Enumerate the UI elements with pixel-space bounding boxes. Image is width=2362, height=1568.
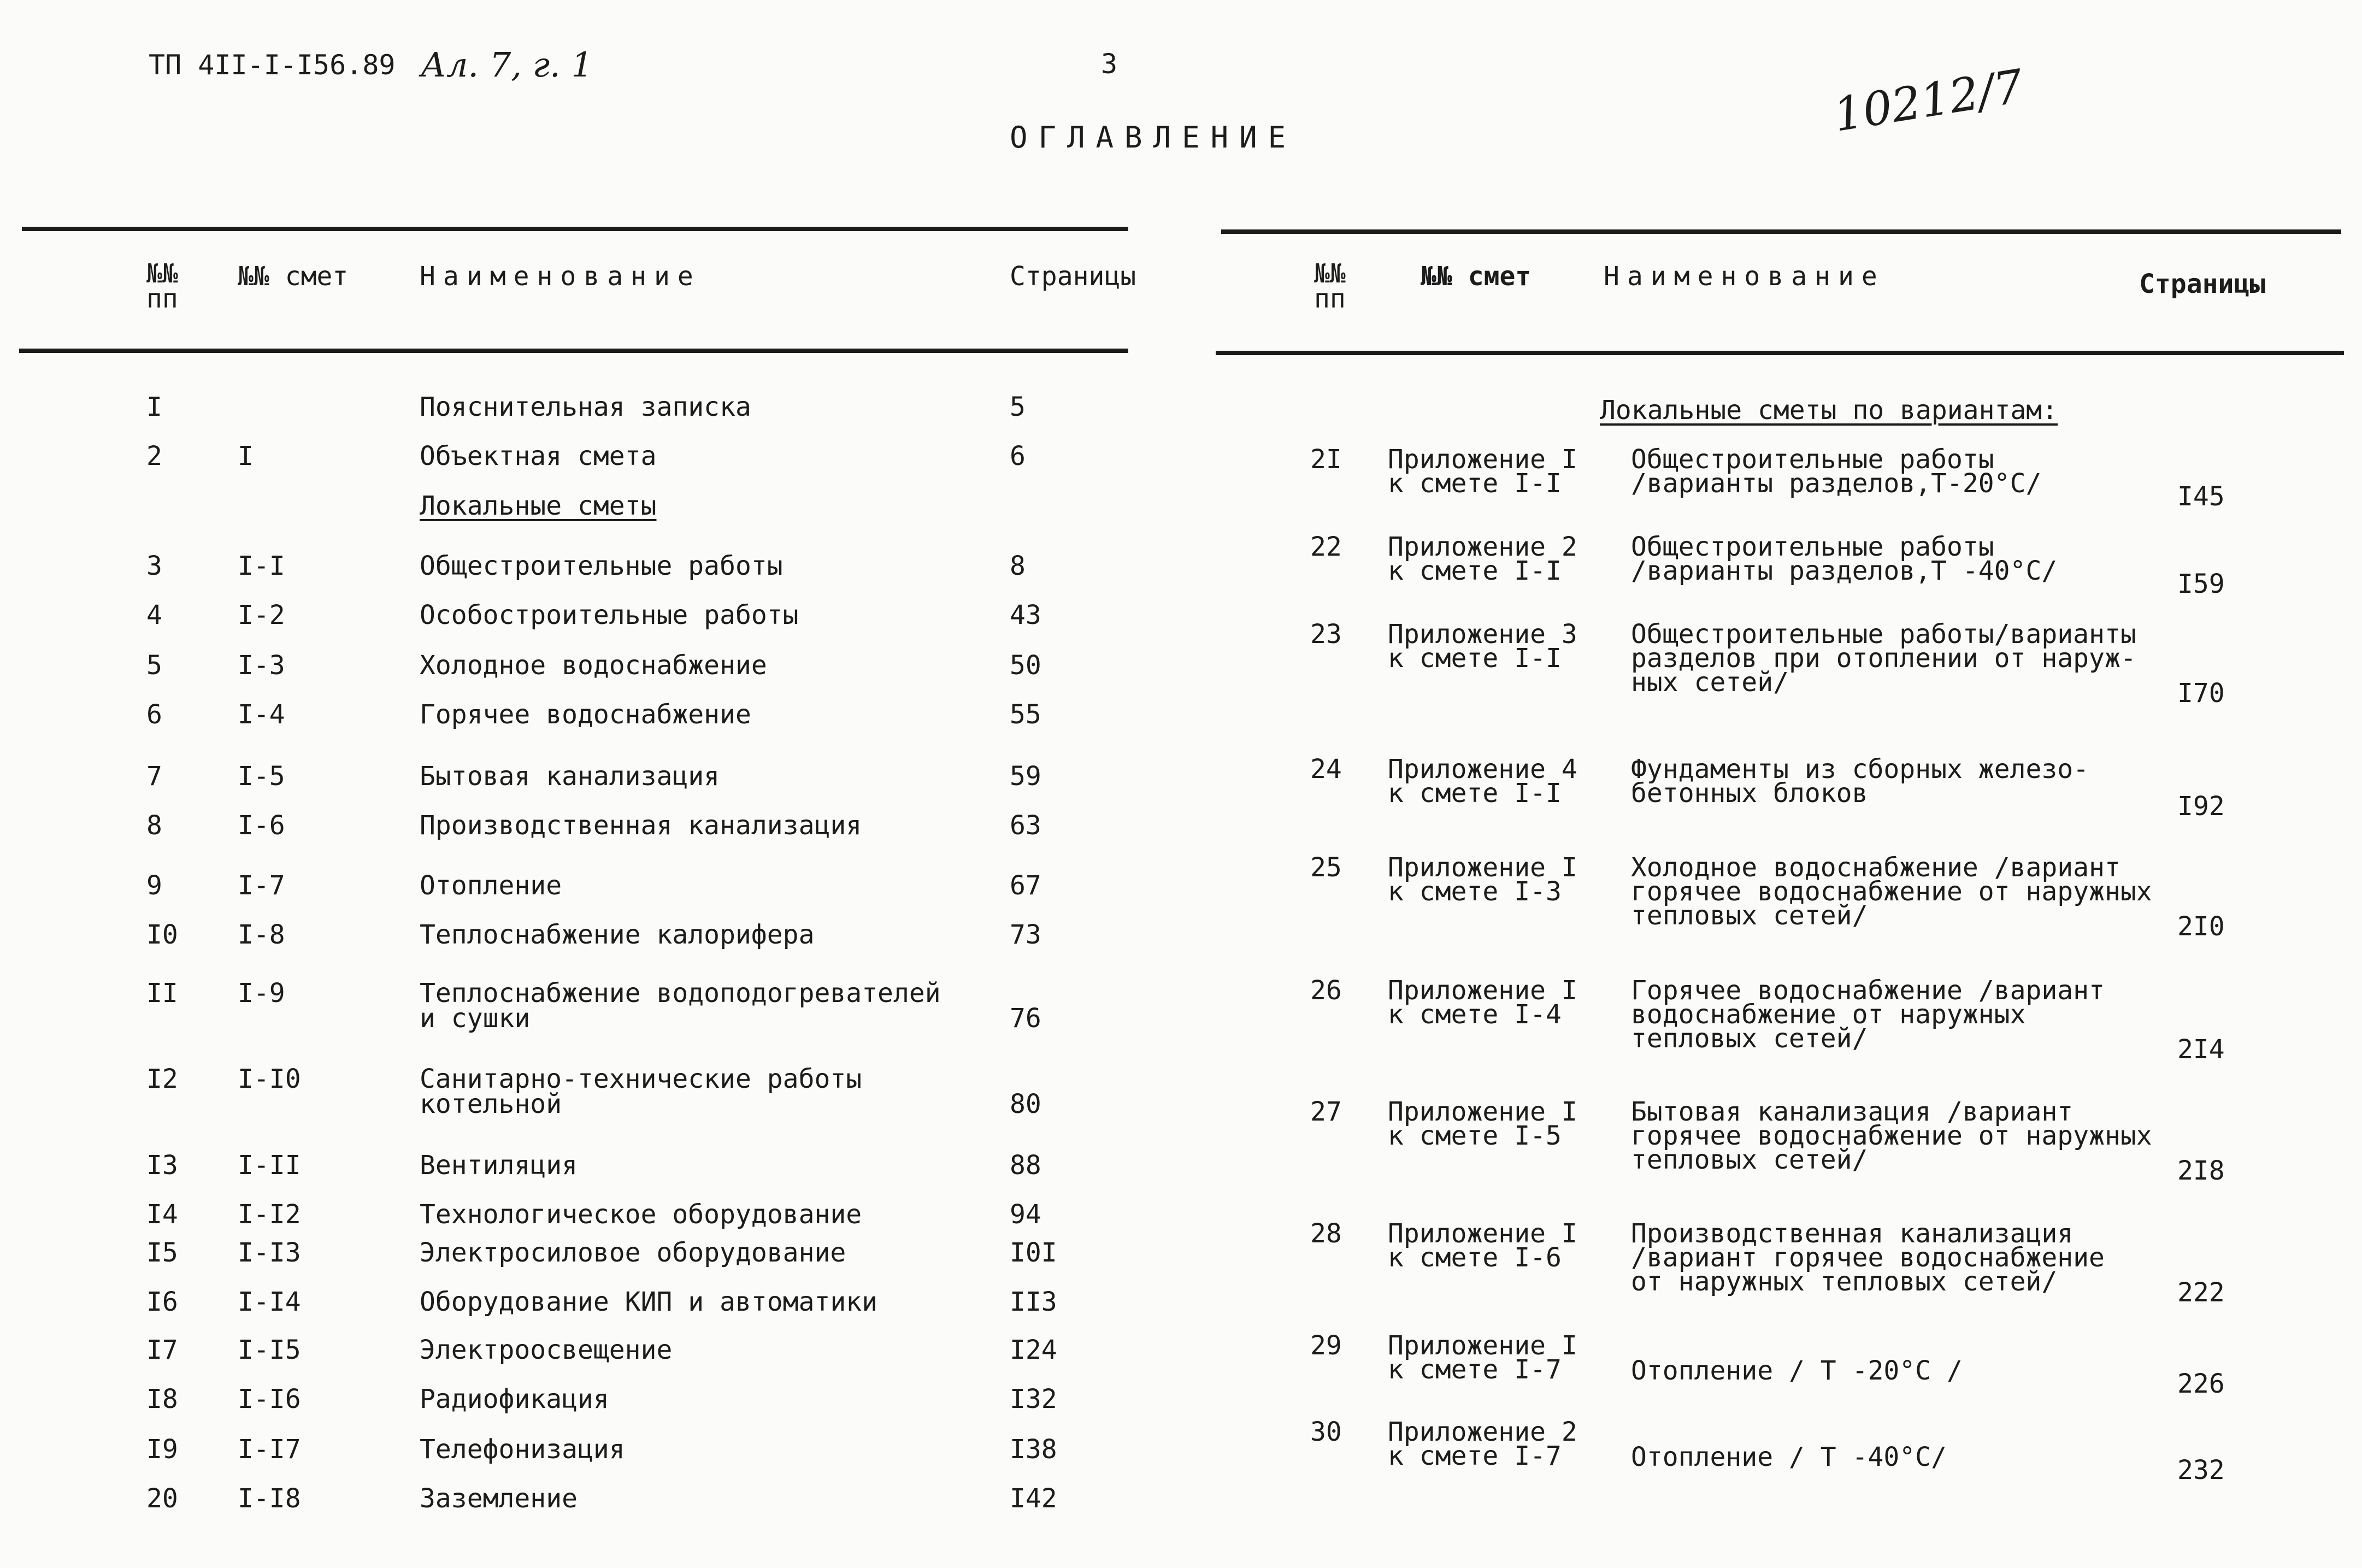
page-ref: 59 bbox=[1010, 761, 1041, 792]
estimate-ref: к смете I-3 bbox=[1388, 876, 1562, 907]
page-ref: 50 bbox=[1010, 650, 1041, 681]
col-num-line1: №№ bbox=[146, 258, 178, 289]
estimate-ref: к смете I-6 bbox=[1388, 1242, 1562, 1273]
row-number: I0 bbox=[146, 919, 178, 950]
item-name: горячее водоснабжение от наружных bbox=[1631, 876, 2152, 907]
page-ref: II3 bbox=[1010, 1287, 1057, 1317]
page-ref: 73 bbox=[1010, 919, 1041, 950]
row-number: 8 bbox=[146, 810, 162, 841]
row-number: 29 bbox=[1310, 1330, 1342, 1361]
estimate-number: I-I2 bbox=[238, 1199, 301, 1230]
row-number: I2 bbox=[146, 1064, 178, 1094]
page-ref: I59 bbox=[2177, 569, 2225, 599]
row-number: I3 bbox=[146, 1150, 178, 1181]
estimate-number: I-I7 bbox=[238, 1434, 301, 1465]
estimate-number: I-I4 bbox=[238, 1287, 301, 1317]
estimate-ref: Приложение 3 bbox=[1388, 619, 1577, 650]
row-number: 24 bbox=[1310, 754, 1342, 785]
row-number: 28 bbox=[1310, 1218, 1342, 1249]
item-name: тепловых сетей/ bbox=[1631, 1023, 1868, 1054]
item-name: Пояснительная записка bbox=[420, 392, 751, 422]
estimate-number: I-I8 bbox=[238, 1483, 301, 1514]
item-name: разделов при отоплении от наруж- bbox=[1631, 643, 2136, 674]
page-ref: I42 bbox=[1010, 1483, 1057, 1514]
item-name: горячее водоснабжение от наружных bbox=[1631, 1121, 2152, 1151]
page-title: ОГЛАВЛЕНИЕ bbox=[1010, 120, 1297, 155]
row-number: 30 bbox=[1310, 1417, 1342, 1447]
estimate-number: I-4 bbox=[238, 699, 285, 730]
page-ref: 43 bbox=[1010, 600, 1041, 630]
page-ref: 76 bbox=[1010, 1003, 1041, 1034]
estimate-number: I-2 bbox=[238, 600, 285, 630]
handwritten-number: 10212/7 bbox=[1830, 59, 2027, 142]
estimate-ref: к смете I-I bbox=[1388, 643, 1562, 674]
estimate-number: I-I bbox=[238, 551, 285, 581]
estimate-ref: Приложение 2 bbox=[1388, 532, 1577, 562]
page-ref: 8 bbox=[1010, 551, 1026, 581]
item-name: котельной bbox=[420, 1089, 562, 1119]
page-ref: 2I4 bbox=[2177, 1034, 2225, 1065]
estimate-ref: к смете I-7 bbox=[1388, 1354, 1562, 1385]
item-name: водоснабжение от наружных bbox=[1631, 999, 2026, 1030]
page-ref: 232 bbox=[2177, 1455, 2225, 1486]
estimate-number: I-7 bbox=[238, 870, 285, 901]
right-col-estimate: №№ смет bbox=[1421, 261, 1532, 292]
row-number: 2I bbox=[1310, 444, 1342, 475]
item-name: /варианты разделов,Т -40°С/ bbox=[1631, 556, 2058, 586]
page-ref: I32 bbox=[1010, 1384, 1057, 1414]
item-name: Бытовая канализация bbox=[420, 761, 720, 792]
row-number: 2 bbox=[146, 441, 162, 471]
item-name: бетонных блоков bbox=[1631, 778, 1868, 809]
row-number: I6 bbox=[146, 1287, 178, 1317]
item-name: Производственная канализация bbox=[1631, 1218, 2074, 1249]
estimate-number: I-3 bbox=[238, 650, 285, 681]
estimate-number: I-I5 bbox=[238, 1335, 301, 1365]
col-num-line2: пп bbox=[1314, 284, 1346, 314]
estimate-ref: к смете I-7 bbox=[1388, 1441, 1562, 1471]
right-top-rule bbox=[1221, 229, 2341, 234]
section-heading: Локальные сметы bbox=[420, 491, 657, 521]
page-ref: 80 bbox=[1010, 1089, 1041, 1119]
left-top-rule bbox=[22, 227, 1128, 231]
right-header-rule bbox=[1216, 351, 2344, 355]
left-col-pages: Страницы bbox=[1010, 261, 1136, 292]
estimate-number: I-5 bbox=[238, 761, 285, 792]
estimate-number: I-I3 bbox=[238, 1237, 301, 1268]
page-ref: 67 bbox=[1010, 870, 1041, 901]
page-ref: I45 bbox=[2177, 481, 2225, 512]
row-number: 3 bbox=[146, 551, 162, 581]
row-number: II bbox=[146, 978, 178, 1009]
item-name: Теплоснабжение водоподогревателей bbox=[420, 978, 941, 1009]
estimate-ref: к смете I-I bbox=[1388, 556, 1562, 586]
item-name: /вариант горячее водоснабжение bbox=[1631, 1242, 2105, 1273]
page-number: 3 bbox=[1101, 48, 1118, 80]
item-name: Теплоснабжение калорифера bbox=[420, 919, 815, 950]
right-col-pages: Страницы bbox=[2139, 269, 2266, 299]
estimate-ref: к смете I-I bbox=[1388, 778, 1562, 809]
item-name: Санитарно-технические работы bbox=[420, 1064, 862, 1094]
item-name: Общестроительные работы/варианты bbox=[1631, 619, 2136, 650]
estimate-ref: к смете I-4 bbox=[1388, 999, 1562, 1030]
row-number: 9 bbox=[146, 870, 162, 901]
col-num-line2: пп bbox=[146, 284, 178, 314]
item-name: Особостроительные работы bbox=[420, 600, 799, 630]
row-number: 7 bbox=[146, 761, 162, 792]
estimate-number: I-8 bbox=[238, 919, 285, 950]
item-name: Горячее водоснабжение /вариант bbox=[1631, 975, 2105, 1006]
row-number: 4 bbox=[146, 600, 162, 630]
row-number: 6 bbox=[146, 699, 162, 730]
item-name: Холодное водоснабжение bbox=[420, 650, 767, 681]
row-number: I bbox=[146, 392, 162, 422]
estimate-number: I-9 bbox=[238, 978, 285, 1009]
item-name: Электросиловое оборудование bbox=[420, 1237, 846, 1268]
page-ref: I92 bbox=[2177, 791, 2225, 822]
item-name: Холодное водоснабжение /вариант bbox=[1631, 852, 2121, 883]
row-number: I5 bbox=[146, 1237, 178, 1268]
row-number: 25 bbox=[1310, 852, 1342, 883]
estimate-number: I-I6 bbox=[238, 1384, 301, 1414]
row-number: 27 bbox=[1310, 1097, 1342, 1127]
estimate-ref: Приложение I bbox=[1388, 444, 1577, 475]
right-col-num bbox=[1314, 258, 1346, 314]
row-number: I4 bbox=[146, 1199, 178, 1230]
item-name: Горячее водоснабжение bbox=[420, 699, 751, 730]
item-name: Бытовая канализация /вариант bbox=[1631, 1097, 2074, 1127]
estimate-number: I-II bbox=[238, 1150, 301, 1181]
item-name: Общестроительные работы bbox=[1631, 444, 1994, 475]
page-ref: 2I0 bbox=[2177, 911, 2225, 942]
estimate-ref: Приложение 2 bbox=[1388, 1417, 1577, 1447]
estimate-ref: Приложение I bbox=[1388, 975, 1577, 1006]
col-num-line1: №№ bbox=[1314, 258, 1346, 289]
item-name: Оборудование КИП и автоматики bbox=[420, 1287, 878, 1317]
right-col-name: Наименование bbox=[1604, 261, 1885, 292]
item-name: Общестроительные работы bbox=[1631, 532, 1994, 562]
left-col-name: Наименование bbox=[420, 261, 701, 292]
row-number: 26 bbox=[1310, 975, 1342, 1006]
estimate-number: I-I0 bbox=[238, 1064, 301, 1094]
item-name: /варианты разделов,Т-20°С/ bbox=[1631, 468, 2042, 499]
item-name: Вентиляция bbox=[420, 1150, 578, 1181]
page-ref: I38 bbox=[1010, 1434, 1057, 1465]
document-code: ТП 4II-I-I56.89 bbox=[149, 49, 396, 81]
estimate-ref: Приложение I bbox=[1388, 1097, 1577, 1127]
row-number: I7 bbox=[146, 1335, 178, 1365]
page-ref: 63 bbox=[1010, 810, 1041, 841]
estimate-number: I-6 bbox=[238, 810, 285, 841]
item-name: Электроосвещение bbox=[420, 1335, 673, 1365]
item-name: Объектная смета bbox=[420, 441, 657, 471]
item-name: Заземление bbox=[420, 1483, 578, 1514]
item-name: Технологическое оборудование bbox=[420, 1199, 862, 1230]
left-col-estimate: №№ смет bbox=[238, 261, 349, 292]
item-name: Производственная канализация bbox=[420, 810, 862, 841]
estimate-number: I bbox=[238, 441, 254, 471]
page-ref: 6 bbox=[1010, 441, 1026, 471]
estimate-ref: Приложение I bbox=[1388, 1330, 1577, 1361]
estimate-ref: Приложение I bbox=[1388, 1218, 1577, 1249]
row-number: I8 bbox=[146, 1384, 178, 1414]
item-name: Фундаменты из сборных железо- bbox=[1631, 754, 2089, 785]
estimate-ref: Приложение I bbox=[1388, 852, 1577, 883]
item-name: Общестроительные работы bbox=[420, 551, 783, 581]
estimate-ref: Приложение 4 bbox=[1388, 754, 1577, 785]
item-name: Отопление / Т -20°С / bbox=[1631, 1355, 1963, 1386]
handwritten-note: Ал. 7, г. 1 bbox=[421, 45, 593, 85]
item-name: тепловых сетей/ bbox=[1631, 1145, 1868, 1175]
right-section-heading: Локальные сметы по вариантам: bbox=[1600, 395, 2058, 426]
item-name: Радиофикация bbox=[420, 1384, 609, 1414]
item-name: и сушки bbox=[420, 1003, 531, 1034]
row-number: I9 bbox=[146, 1434, 178, 1465]
estimate-ref: к смете I-5 bbox=[1388, 1121, 1562, 1151]
page-ref: 5 bbox=[1010, 392, 1026, 422]
item-name: Отопление bbox=[420, 870, 562, 901]
page-ref: 94 bbox=[1010, 1199, 1041, 1230]
page-ref: I70 bbox=[2177, 678, 2225, 709]
page-ref: 88 bbox=[1010, 1150, 1041, 1181]
item-name: ных сетей/ bbox=[1631, 667, 1789, 698]
item-name: Телефонизация bbox=[420, 1434, 625, 1465]
page-ref: 2I8 bbox=[2177, 1156, 2225, 1186]
page-ref: 55 bbox=[1010, 699, 1041, 730]
item-name: тепловых сетей/ bbox=[1631, 900, 1868, 931]
left-col-num bbox=[146, 258, 178, 314]
estimate-ref: к смете I-I bbox=[1388, 468, 1562, 499]
page-ref: I0I bbox=[1010, 1237, 1057, 1268]
page-ref: 226 bbox=[2177, 1369, 2225, 1399]
item-name: от наружных тепловых сетей/ bbox=[1631, 1266, 2058, 1297]
row-number: 20 bbox=[146, 1483, 178, 1514]
row-number: 23 bbox=[1310, 619, 1342, 650]
row-number: 22 bbox=[1310, 532, 1342, 562]
row-number: 5 bbox=[146, 650, 162, 681]
item-name: Отопление / Т -40°С/ bbox=[1631, 1442, 1947, 1472]
page-ref: I24 bbox=[1010, 1335, 1057, 1365]
left-header-rule bbox=[19, 349, 1128, 353]
page-ref: 222 bbox=[2177, 1277, 2225, 1308]
